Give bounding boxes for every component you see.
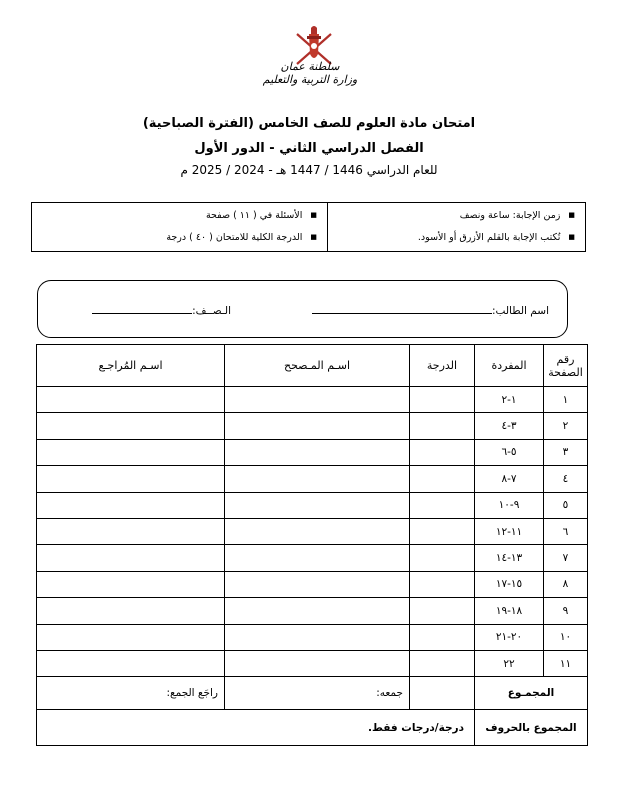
row-reviewer-cell[interactable] [37,387,225,413]
row-item: ١٨-١٩ [475,598,544,624]
ministry-name [255,60,365,86]
row-item: ١١-١٢ [475,518,544,544]
row-reviewer-cell[interactable] [37,466,225,492]
header-item: المفردة [475,345,544,387]
row-reviewer-cell[interactable] [37,518,225,544]
info-pen: ■ تُكتب الإجابة بالقلم الأزرق أو الأسود. [418,232,575,243]
row-grade-cell[interactable] [410,518,475,544]
header-reviewer: اسـم المُراجـع [37,345,225,387]
table-row [37,413,588,439]
student-info-box [37,280,568,338]
table-row [37,571,588,597]
row-item: ٥-٦ [475,439,544,465]
table-header-row [37,345,588,387]
words-row [37,710,588,746]
sum-grade-cell[interactable] [410,677,475,710]
words-label: المجموع بالحروف [475,710,588,746]
reviewed-by-label: راجَع الجمع: [166,687,218,700]
sum-row [37,677,588,710]
student-name-label: اسم الطالب: [491,305,549,317]
info-divider [327,203,328,251]
row-corrector-cell[interactable] [225,571,410,597]
table-row [37,492,588,518]
reviewed-by-cell[interactable] [37,677,225,710]
table-row [37,598,588,624]
row-page: ٧ [544,545,588,571]
academic-year: للعام الدراسي 1446 / 1447 هـ - 2024 / 2025 م [180,163,438,177]
row-page: ١٠ [544,624,588,650]
table-row [37,650,588,676]
class-line [92,303,192,314]
row-item: ٢٢ [475,650,544,676]
row-item: ١-٢ [475,387,544,413]
row-reviewer-cell[interactable] [37,650,225,676]
header-grade: الدرجة [410,345,475,387]
row-corrector-cell[interactable] [225,598,410,624]
row-item: ٣-٤ [475,413,544,439]
table-row [37,387,588,413]
row-corrector-cell[interactable] [225,466,410,492]
row-page: ٤ [544,466,588,492]
row-reviewer-cell[interactable] [37,571,225,597]
row-page: ١ [544,387,588,413]
row-corrector-cell[interactable] [225,545,410,571]
row-corrector-cell[interactable] [225,413,410,439]
row-corrector-cell[interactable] [225,492,410,518]
row-corrector-cell[interactable] [225,439,410,465]
sum-label: المجمـوع [475,677,588,710]
student-name-field[interactable] [312,303,549,317]
row-grade-cell[interactable] [410,650,475,676]
row-item: ٢٠-٢١ [475,624,544,650]
table-row [37,518,588,544]
exam-info-box [31,202,586,252]
table-row [37,439,588,465]
exam-title: امتحان مادة العلوم للصف الخامس (الفترة الصباحية) [142,116,476,131]
row-item: ١٣-١٤ [475,545,544,571]
student-name-line [312,303,492,314]
row-corrector-cell[interactable] [225,624,410,650]
row-reviewer-cell[interactable] [37,624,225,650]
semester-title: الفصل الدراسي الثاني - الدور الأول [194,141,424,156]
row-reviewer-cell[interactable] [37,439,225,465]
header-corrector: اسـم المـصحح [225,345,410,387]
table-row [37,624,588,650]
row-corrector-cell[interactable] [225,650,410,676]
row-page: ٦ [544,518,588,544]
row-reviewer-cell[interactable] [37,598,225,624]
table-row [37,466,588,492]
words-value: درجة/درجات فقط. [367,721,464,734]
row-reviewer-cell[interactable] [37,492,225,518]
row-page: ١١ [544,650,588,676]
row-item: ٧-٨ [475,466,544,492]
grades-table [36,344,588,746]
row-reviewer-cell[interactable] [37,413,225,439]
row-grade-cell[interactable] [410,545,475,571]
row-grade-cell[interactable] [410,387,475,413]
header-page: رقم الصفحة [544,345,588,387]
summed-by-cell[interactable] [225,677,410,710]
info-time: ■ زمن الإجابة: ساعة ونصف [460,210,575,221]
table-row [37,545,588,571]
row-item: ٩-١٠ [475,492,544,518]
class-label: الـصــف: [192,305,231,317]
info-questions: ■ الأسئلة في ( ١١ ) صفحة [206,210,317,221]
row-grade-cell[interactable] [410,492,475,518]
row-page: ٥ [544,492,588,518]
row-page: ٣ [544,439,588,465]
row-grade-cell[interactable] [410,413,475,439]
row-grade-cell[interactable] [410,466,475,492]
row-reviewer-cell[interactable] [37,545,225,571]
row-item: ١٥-١٧ [475,571,544,597]
row-grade-cell[interactable] [410,624,475,650]
row-grade-cell[interactable] [410,439,475,465]
row-page: ٢ [544,413,588,439]
row-grade-cell[interactable] [410,571,475,597]
row-corrector-cell[interactable] [225,387,410,413]
row-corrector-cell[interactable] [225,518,410,544]
info-total: ■ الدرجة الكلية للامتحان ( ٤٠ ) درجة [166,232,317,243]
row-grade-cell[interactable] [410,598,475,624]
row-page: ٨ [544,571,588,597]
ministry-line1: سلطنة عمان [280,60,340,73]
row-page: ٩ [544,598,588,624]
summed-by-label: جمعه: [376,687,403,700]
ministry-line2: وزارة التربية والتعليم [262,73,358,86]
class-field[interactable] [92,303,231,317]
words-value-cell[interactable] [37,710,475,746]
